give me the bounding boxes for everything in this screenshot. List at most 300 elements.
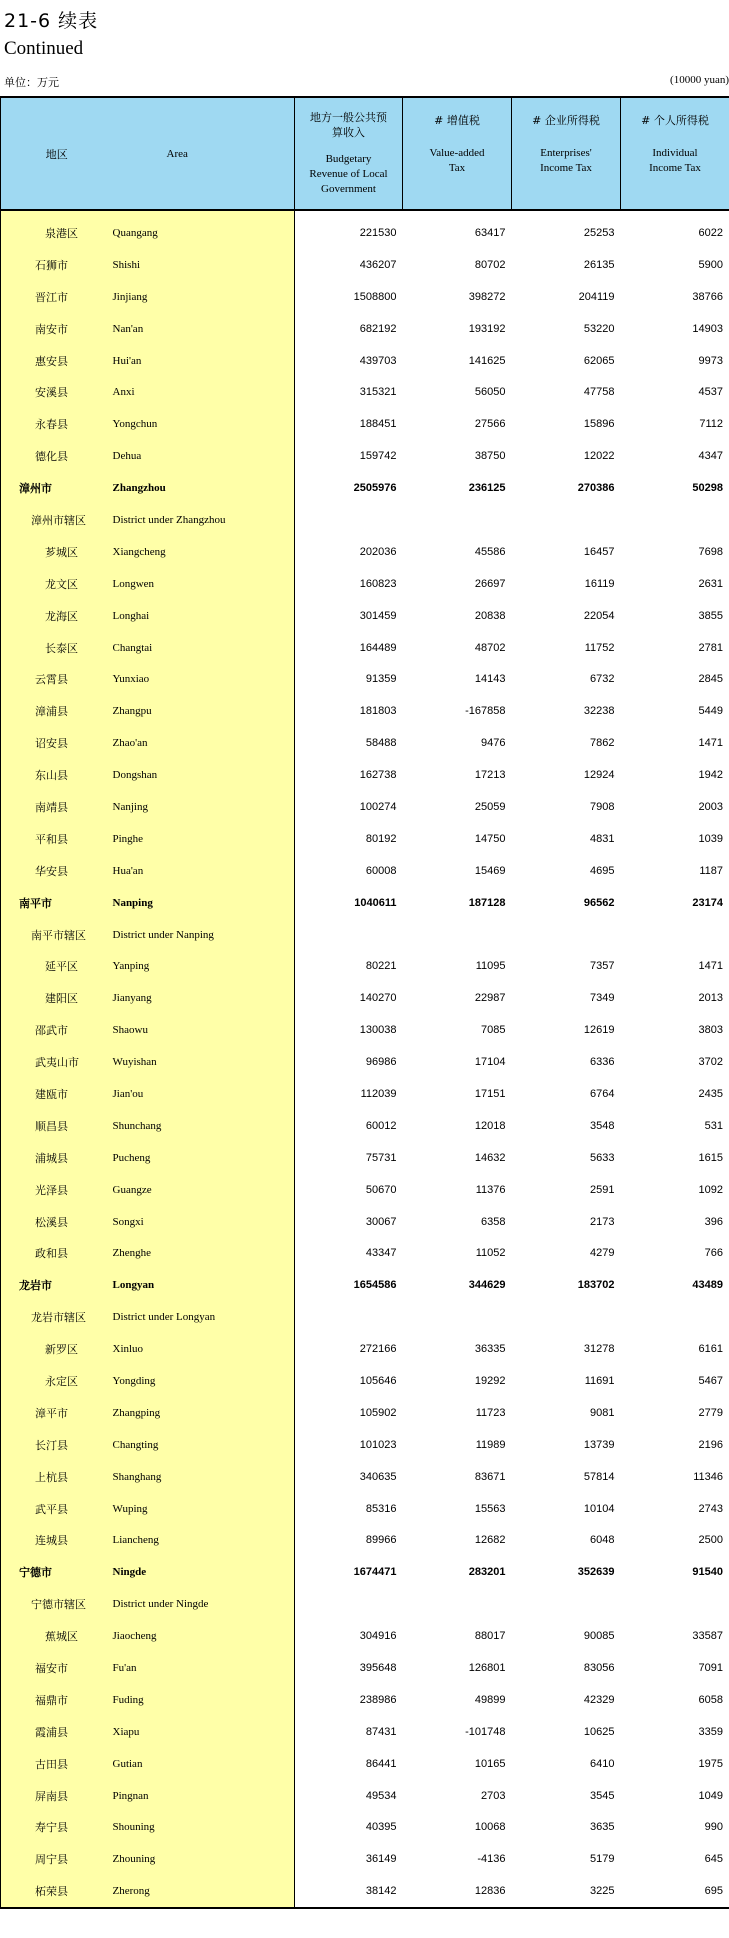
individual-tax-cell: 5467 [621,1365,729,1397]
vat-cell: 6358 [481,1215,506,1228]
table-row [1,632,729,664]
vat-cell [403,504,512,536]
table-row [1,568,729,600]
table-row [1,982,729,1014]
table-row [1,1652,729,1684]
table-row [1,536,729,568]
vat-cell: 126801 [468,1662,506,1675]
area-name-cn: 安溪县 [1,376,113,408]
individual-tax-cell: 1942 [621,759,729,791]
budget-revenue-cell: 202036 [359,545,397,558]
header-budget-cn: 地方一般公共预算收入 [310,111,387,139]
unit-label-cn: 单位：万元 [4,76,59,89]
vat-cell: 63417 [474,226,506,239]
vat-cell: 27566 [474,418,506,431]
budget-revenue-cell: 1040611 [354,896,397,909]
vat-cell: 2703 [481,1789,506,1802]
area-name-en: Shanghang [113,1461,295,1493]
area-name-cn: 南安市 [1,313,113,345]
budget-revenue-cell: 80221 [365,960,397,973]
area-name-cn: 古田县 [1,1748,113,1780]
enterprise-tax-cell: 5179 [590,1853,615,1866]
area-name-cn: 上杭县 [1,1461,113,1493]
enterprise-tax-cell: 22054 [583,609,615,622]
enterprise-tax-cell: 31278 [583,1343,615,1356]
vat-cell: 187128 [468,896,506,909]
enterprise-tax-cell: 12619 [583,1024,615,1037]
header-budget-en: Budgetary Revenue of Local Government [309,153,388,195]
individual-tax-cell: 990 [621,1812,729,1844]
enterprise-tax-cell: 47758 [583,386,615,399]
table-row [1,855,729,887]
revenue-table-container [0,96,729,1909]
enterprise-tax-cell [512,919,621,951]
area-name-cn: 周宁县 [1,1843,113,1875]
area-name-en: Pingnan [113,1780,295,1812]
table-row [1,210,729,249]
vat-cell: 7085 [481,1024,506,1037]
vat-cell: 45586 [474,545,506,558]
header-vat-cn: # 增值税 [434,114,480,127]
vat-cell: 22987 [474,992,506,1005]
vat-cell: -4136 [477,1853,506,1866]
budget-revenue-cell: 159742 [359,450,397,463]
header-vat-en: Value-added Tax [429,147,485,174]
budget-revenue-cell: 395648 [359,1662,397,1675]
table-row [1,887,729,919]
area-name-en: Zhao'an [113,727,295,759]
area-name-en: Nan'an [113,313,295,345]
budget-revenue-cell [295,1301,403,1333]
table-row [1,1238,729,1270]
vat-cell: 17104 [474,1056,506,1069]
budget-revenue-cell: 1508800 [353,290,397,303]
area-name-cn: 顺昌县 [1,1110,113,1142]
area-name-cn: 德化县 [1,440,113,472]
table-row [1,504,729,536]
individual-tax-cell: 1975 [621,1748,729,1780]
vat-cell: 11376 [475,1183,506,1196]
budget-revenue-cell: 188451 [359,418,397,431]
area-name-en: Yunxiao [113,663,295,695]
budget-revenue-cell: 105646 [359,1375,397,1387]
area-name-cn: 漳州市辖区 [1,504,113,536]
budget-revenue-cell: 36149 [365,1853,397,1866]
individual-tax-cell: 1187 [621,855,729,887]
area-name-en: Xinluo [113,1333,295,1365]
revenue-table [0,96,729,1909]
individual-tax-cell [621,1301,729,1333]
individual-tax-cell: 2196 [621,1429,729,1461]
table-row [1,440,729,472]
table-row [1,1780,729,1812]
area-name-cn: 建瓯市 [1,1078,113,1110]
vat-cell: 49899 [474,1693,506,1706]
area-name-cn: 龙海区 [1,600,113,632]
vat-cell: 38750 [474,450,506,463]
vat-cell [403,1588,512,1620]
individual-tax-cell: 1471 [621,950,729,982]
budget-revenue-cell: 60012 [365,1119,397,1132]
budget-revenue-cell: 272166 [359,1343,397,1356]
individual-tax-cell: 6058 [621,1684,729,1716]
budget-revenue-cell: 40395 [365,1821,397,1834]
enterprise-tax-cell: 13739 [583,1438,615,1451]
vat-cell: 11052 [475,1247,506,1260]
vat-cell: 25059 [474,800,506,813]
budget-revenue-cell: 1674471 [353,1566,397,1579]
vat-cell: 398272 [468,290,506,303]
table-row [1,472,729,504]
individual-tax-cell [621,1588,729,1620]
area-name-en: Zhenghe [113,1238,295,1270]
enterprise-tax-cell: 7862 [590,737,615,750]
budget-revenue-cell: 2505976 [353,482,397,495]
vat-cell: 283201 [468,1566,506,1579]
table-row [1,600,729,632]
vat-cell: 11989 [475,1438,506,1451]
enterprise-tax-cell: 4695 [590,864,615,877]
vat-cell: 15563 [474,1502,506,1515]
table-row [1,1046,729,1078]
area-name-cn: 屏南县 [1,1780,113,1812]
budget-revenue-cell: 43347 [365,1247,397,1260]
table-row [1,1588,729,1620]
budget-revenue-cell: 140270 [359,992,397,1005]
individual-tax-cell: 1092 [621,1174,729,1206]
budget-revenue-cell: 80192 [365,832,397,845]
vat-cell: 17213 [474,769,506,782]
enterprise-tax-cell: 10104 [583,1502,615,1515]
budget-revenue-cell: 160823 [359,577,397,590]
area-name-en: Nanping [113,887,295,919]
vat-cell: 80702 [474,258,506,271]
enterprise-tax-cell: 96562 [583,896,615,909]
table-row [1,695,729,727]
table-row [1,1365,729,1397]
enterprise-tax-cell: 16119 [584,577,615,590]
table-row [1,1269,729,1301]
area-name-en: Hui'an [113,345,295,377]
area-name-en: Zhangzhou [113,472,295,504]
table-row [1,1110,729,1142]
individual-tax-cell: 531 [621,1110,729,1142]
area-name-cn: 长泰区 [1,632,113,664]
vat-cell: 83671 [474,1470,506,1483]
header-budget-revenue [295,97,403,210]
individual-tax-cell: 9973 [621,345,729,377]
area-name-en: Zhangpu [113,695,295,727]
individual-tax-cell: 3855 [621,600,729,632]
area-name-cn: 永定区 [1,1365,113,1397]
vat-cell: 12682 [474,1534,506,1547]
area-name-en: Songxi [113,1206,295,1238]
area-name-cn: 龙文区 [1,568,113,600]
area-name-cn: 武夷山市 [1,1046,113,1078]
budget-revenue-cell [295,919,403,951]
vat-cell: 26697 [474,577,506,590]
enterprise-tax-cell: 4279 [590,1247,615,1260]
area-name-en: Zherong [113,1875,295,1908]
table-row [1,345,729,377]
individual-tax-cell: 3359 [621,1716,729,1748]
vat-cell: 12018 [474,1119,506,1132]
budget-revenue-cell: 304916 [359,1630,397,1643]
table-row [1,791,729,823]
area-name-en: Xiapu [113,1716,295,1748]
area-name-en: Jiaocheng [113,1620,295,1652]
budget-revenue-cell: 181803 [359,705,397,718]
area-name-en: Zhouning [113,1843,295,1875]
individual-tax-cell: 38766 [621,281,729,313]
vat-cell [403,1301,512,1333]
enterprise-tax-cell: 6764 [590,1087,615,1100]
budget-revenue-cell: 436207 [359,258,397,271]
area-name-cn: 东山县 [1,759,113,791]
area-name-cn: 蕉城区 [1,1620,113,1652]
area-name-cn: 漳浦县 [1,695,113,727]
individual-tax-cell: 1049 [621,1780,729,1812]
vat-cell: 12836 [403,1875,512,1908]
table-title-en: Continued [4,38,84,59]
area-name-cn: 龙岩市 [1,1269,113,1301]
individual-tax-cell: 2631 [621,568,729,600]
enterprise-tax-cell: 7908 [590,800,615,813]
budget-revenue-cell: 164489 [359,641,397,654]
area-name-en: Dehua [113,440,295,472]
enterprise-tax-cell [512,1588,621,1620]
vat-cell: 11095 [475,960,506,973]
individual-tax-cell: 695 [621,1875,729,1908]
budget-revenue-cell [295,1588,403,1620]
enterprise-tax-cell: 11691 [584,1375,615,1387]
area-name-en: District under Nanping [113,919,295,951]
header-ind-cn: # 个人所得税 [641,114,709,127]
table-number-title-cn: 21-6 续表 [4,10,99,32]
enterprise-tax-cell: 7349 [590,992,615,1005]
area-name-en: Jinjiang [113,281,295,313]
enterprise-tax-cell: 183702 [577,1279,615,1292]
table-row [1,281,729,313]
enterprise-tax-cell: 53220 [583,322,615,335]
individual-tax-cell: 7091 [621,1652,729,1684]
area-name-en: District under Zhangzhou [113,504,295,536]
area-name-cn: 政和县 [1,1238,113,1270]
individual-tax-cell: 1615 [621,1142,729,1174]
table-row [1,1461,729,1493]
table-row [1,1843,729,1875]
enterprise-tax-cell: 25253 [583,226,615,239]
area-name-en: Longyan [113,1269,295,1301]
area-name-en: Longhai [113,600,295,632]
table-row [1,1078,729,1110]
area-name-en: Ningde [113,1556,295,1588]
area-name-cn: 建阳区 [1,982,113,1014]
individual-tax-cell: 23174 [621,887,729,919]
individual-tax-cell: 7698 [621,536,729,568]
table-row [1,313,729,345]
area-name-en: Nanjing [113,791,295,823]
area-name-en: Guangze [113,1174,295,1206]
table-row [1,663,729,695]
header-ind-en: Individual Income Tax [649,147,701,174]
area-name-cn: 福鼎市 [1,1684,113,1716]
area-name-en: Hua'an [113,855,295,887]
budget-revenue-cell: 89966 [365,1534,397,1547]
table-row [1,823,729,855]
area-name-en: Fuding [113,1684,295,1716]
vat-cell: 344629 [468,1279,506,1292]
header-individual-tax [621,97,729,210]
individual-tax-cell: 1039 [621,823,729,855]
vat-cell: 14750 [474,832,506,845]
vat-cell: 17151 [474,1087,506,1100]
table-row [1,249,729,281]
vat-cell: 193192 [468,322,506,335]
table-row [1,1142,729,1174]
table-row [1,1206,729,1238]
area-name-en: Dongshan [113,759,295,791]
individual-tax-cell: 645 [621,1843,729,1875]
area-name-cn: 松溪县 [1,1206,113,1238]
enterprise-tax-cell: 42329 [583,1693,615,1706]
table-row [1,1525,729,1557]
area-name-cn: 寿宁县 [1,1812,113,1844]
individual-tax-cell [621,919,729,951]
individual-tax-cell: 3803 [621,1014,729,1046]
unit-label-en: (10000 yuan) [670,74,729,86]
budget-revenue-cell: 75731 [365,1151,397,1164]
enterprise-tax-cell: 32238 [583,705,615,718]
individual-tax-cell: 2003 [621,791,729,823]
enterprise-tax-cell: 2173 [590,1215,615,1228]
individual-tax-cell: 50298 [621,472,729,504]
area-name-cn: 连城县 [1,1525,113,1557]
individual-tax-cell: 2845 [621,663,729,695]
vat-cell: 141625 [468,354,506,367]
table-row [1,1748,729,1780]
budget-revenue-cell: 112039 [360,1087,397,1100]
table-row [1,1174,729,1206]
table-row [1,919,729,951]
individual-tax-cell: 33587 [621,1620,729,1652]
area-name-en: Gutian [113,1748,295,1780]
individual-tax-cell: 766 [621,1238,729,1270]
budget-revenue-cell: 682192 [359,322,397,335]
area-name-cn: 诏安县 [1,727,113,759]
table-row [1,1333,729,1365]
enterprise-tax-cell: 3545 [590,1789,615,1802]
budget-revenue-cell: 315321 [359,386,397,399]
area-name-en: Shaowu [113,1014,295,1046]
table-row [1,1397,729,1429]
budget-revenue-cell: 91359 [365,673,397,686]
area-name-cn: 云霄县 [1,663,113,695]
budget-revenue-cell: 162738 [359,769,397,782]
area-name-en: Zhangping [113,1397,295,1429]
budget-revenue-cell: 105902 [359,1406,397,1419]
area-name-en: Changting [113,1429,295,1461]
budget-revenue-cell: 58488 [365,737,397,750]
header-vat [403,97,512,210]
header-area-cn: 地区 [1,97,113,210]
area-name-cn: 南靖县 [1,791,113,823]
enterprise-tax-cell: 3548 [590,1119,615,1132]
enterprise-tax-cell: 57814 [583,1470,615,1483]
area-name-en: District under Ningde [113,1588,295,1620]
enterprise-tax-cell: 4831 [590,832,615,845]
budget-revenue-cell: 340635 [359,1470,397,1483]
vat-cell [403,919,512,951]
area-name-cn: 浦城县 [1,1142,113,1174]
enterprise-tax-cell: 10625 [583,1725,615,1738]
area-name-en: Changtai [113,632,295,664]
table-header [1,97,729,210]
area-name-en: Fu'an [113,1652,295,1684]
area-name-cn: 武平县 [1,1493,113,1525]
area-name-en: Shunchang [113,1110,295,1142]
header-row [1,97,729,210]
header-enterprise-tax [512,97,621,210]
individual-tax-cell: 2435 [621,1078,729,1110]
individual-tax-cell: 6022 [621,210,729,249]
area-name-en: Shishi [113,249,295,281]
table-row [1,1875,729,1908]
area-name-en: Liancheng [113,1525,295,1557]
enterprise-tax-cell: 9081 [590,1406,615,1419]
individual-tax-cell: 2779 [621,1397,729,1429]
enterprise-tax-cell: 6336 [590,1056,615,1069]
area-name-en: Quangang [113,210,295,249]
area-name-cn: 龙岩市辖区 [1,1301,113,1333]
area-name-en: Yongding [113,1365,295,1397]
individual-tax-cell: 1471 [621,727,729,759]
enterprise-tax-cell: 6410 [590,1757,615,1770]
vat-cell: 10165 [474,1757,506,1770]
budget-revenue-cell: 87431 [365,1725,397,1738]
area-name-en: Xiangcheng [113,536,295,568]
table-row [1,1429,729,1461]
vat-cell: -167858 [465,705,506,718]
budget-revenue-cell: 30067 [365,1215,397,1228]
header-area-en: Area [113,97,295,210]
enterprise-tax-cell: 62065 [583,354,615,367]
area-name-cn: 石狮市 [1,249,113,281]
enterprise-tax-cell: 2591 [590,1183,615,1196]
budget-revenue-cell: 238986 [359,1693,397,1706]
vat-cell: 48702 [474,641,506,654]
enterprise-tax-cell: 12022 [583,450,615,463]
individual-tax-cell: 91540 [621,1556,729,1588]
area-name-cn: 永春县 [1,408,113,440]
budget-revenue-cell: 96986 [365,1056,397,1069]
budget-revenue-cell: 38142 [295,1875,403,1908]
area-name-en: Anxi [113,376,295,408]
vat-cell: 19292 [474,1375,506,1387]
area-name-cn: 南平市辖区 [1,919,113,951]
area-name-cn: 延平区 [1,950,113,982]
area-name-cn: 宁德市 [1,1556,113,1588]
budget-revenue-cell: 60008 [365,864,397,877]
vat-cell: 11723 [475,1406,506,1419]
budget-revenue-cell: 86441 [365,1757,397,1770]
vat-cell: 36335 [474,1343,506,1356]
area-name-cn: 漳平市 [1,1397,113,1429]
individual-tax-cell: 4347 [621,440,729,472]
area-name-cn: 芗城区 [1,536,113,568]
area-name-en: Wuyishan [113,1046,295,1078]
enterprise-tax-cell: 5633 [590,1151,615,1164]
